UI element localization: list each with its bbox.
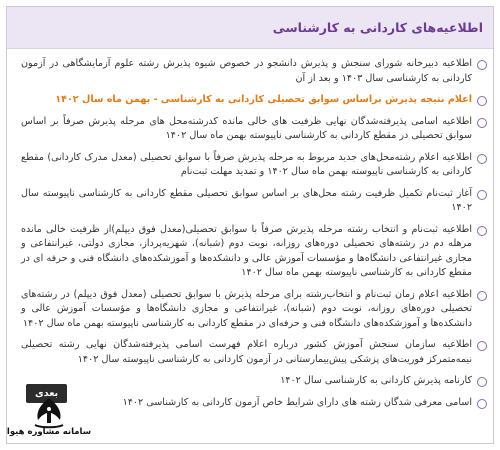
radio-bullet-icon: [477, 154, 487, 164]
announcement-list: [7, 49, 493, 410]
announcement-item[interactable]: [21, 93, 487, 108]
announcement-item[interactable]: [21, 115, 487, 144]
announcement-item[interactable]: [21, 187, 487, 216]
announcement-link[interactable]: اطلاعیه ثبت‌نام و انتخاب رشته مرحله پذیرش صرفاً با سوابق تحصیلی(معدل فوق دیپلم)از ظرفیت خالی مانده مرهله دم در رشته‌های تحصیلی دوره‌های روزانه، نوبت دوم (شبانه)، شهریه‌پرداز، مجازی دولتی، غیرانتفاعی و مجازی غیرانتفاعی دانشگاه‌ها و مؤسسات آموزش عالی و دانشکده‌ها و آموزشکده‌های دانشگاه فنی و حرفه ای در مقطع کاردانی به کارشناسی ناپیوسته بهمن ماه سال ۱۴۰۲: [21, 223, 472, 278]
radio-bullet-icon: [477, 399, 487, 409]
announcement-item[interactable]: [21, 396, 487, 411]
announcements-panel: [6, 6, 494, 444]
radio-bullet-icon: [477, 96, 487, 106]
announcement-link[interactable]: اطلاعیه دبیرخانه شورای سنجش و پذیرش دانشجو در خصوص شیوه پذیرش رشته علوم آزمایشگاهی در آزمون کاردانی به کارشناسی سال ۱۴۰۳ و بعد از آن: [21, 58, 472, 84]
announcement-item[interactable]: [21, 338, 487, 367]
announcement-item[interactable]: [21, 223, 487, 281]
radio-bullet-icon: [477, 226, 487, 236]
announcement-item[interactable]: [21, 57, 487, 86]
radio-bullet-icon: [477, 341, 487, 351]
panel-header: [7, 7, 493, 49]
announcement-item[interactable]: [21, 374, 487, 389]
radio-bullet-icon: [477, 190, 487, 200]
announcement-link[interactable]: کارنامه پذیرش کاردانی به کارشناسی سال ۱۴۰۲: [280, 375, 472, 386]
logo-text: سامانه مشاوره هیوا: [6, 427, 92, 437]
announcement-link[interactable]: اعلام نتیجه پذیرش براساس سوابق تحصیلی کاردانی به کارشناسی - بهمن ماه سال ۱۴۰۲: [55, 94, 472, 105]
announcement-link[interactable]: اسامی معرفی شدگان رشته های دارای شرایط خاص آزمون کاردانی به کارشناسی ۱۴۰۲: [122, 396, 472, 408]
pen-nib-icon: [29, 396, 69, 430]
radio-bullet-icon: [477, 377, 487, 387]
announcement-link[interactable]: آغاز ثبت‌نام تکمیل ظرفیت رشته محل‌های بر اساس سوابق تحصیلی مقطع کاردانی به کارشناسی ناپیوسته سال ۱۴۰۲: [21, 187, 472, 213]
panel-title: اطلاعیه‌های کاردانی به کارشناسی: [272, 20, 483, 35]
radio-bullet-icon: [477, 291, 487, 301]
announcement-item[interactable]: [21, 288, 487, 332]
radio-bullet-icon: [477, 60, 487, 70]
announcement-link[interactable]: اطلاعیه سازمان سنجش آموزش کشور درباره اعلام فهرست اسامی پذیرفته‌شدگان نهایی رشته تحصیلی نیمه‌متمرکز فوریت‌های پزشکی پیش‌بیمارستانی در آزمون کاردانی به کارشناسی ناپیوسته سال ۱۴۰۲: [21, 339, 472, 365]
announcement-item[interactable]: [21, 151, 487, 180]
announcement-link[interactable]: اطلاعیه اسامی پذیرفته‌شدگان نهایی ظرفیت های خالی مانده کدرشته‌محل های مرحله پذیرش صرفاً بر اساس سوابق تحصیلی در مقطع کاردانی به کارشناسی ناپیوسته بهمن ماه سال ۱۴۰۲: [21, 115, 472, 141]
radio-bullet-icon: [477, 118, 487, 128]
site-logo: [8, 396, 90, 446]
announcement-link[interactable]: اطلاعیه اعلام رشته‌محل‌های جدید مربوط به مرحله پذیرش صرفاً با سوابق تحصیلی (معدل مدرک کاردانی) مقطع کاردانی به کارشناسی ناپیوسته بهمن ماه سال ۱۴۰۲ و تمدید مهلت ثبت‌نام: [21, 151, 472, 177]
announcement-link[interactable]: اطلاعیه اعلام زمان ثبت‌نام و انتخاب‌رشته برای مرحله پذیرش با سوابق تحصیلی (معدل فوق دیپلم) در رشته‌های تحصیلی دوره‌های روزانه، نوبت دوم (شبانه)، غیرانتفاعی و مجازی دانشگاه‌ها و مؤسسات آموزش عالی و دانشکده‌ها و آموزشکده‌های دانشگاه فنی و حرفه‌ای در مقطع کاردانی به کارشناسی ناپیوسته بهمن ماه سال ۱۴۰۲: [21, 288, 472, 329]
next-button[interactable]: بعدی: [26, 384, 67, 403]
